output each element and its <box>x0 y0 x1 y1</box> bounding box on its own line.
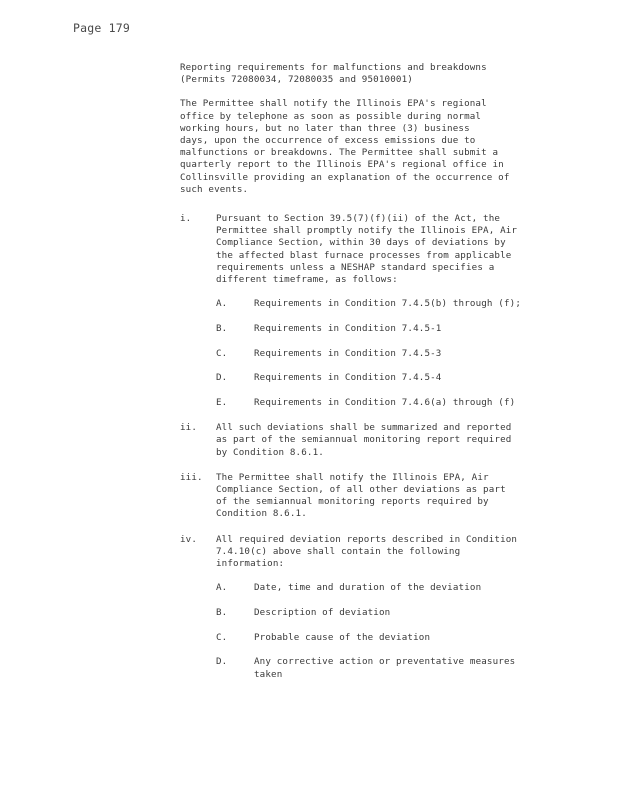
item-body <box>216 472 540 521</box>
heading-line: Reporting requirements for malfunctions and breakdowns <box>180 62 487 73</box>
paragraph-line: such events. <box>180 183 249 195</box>
item-line: Condition 8.6.1. <box>216 508 307 520</box>
sub-item-letter: A. <box>216 582 228 594</box>
sub-list <box>216 298 540 409</box>
item-line: The Permittee shall notify the Illinois EPA, Air <box>216 471 489 483</box>
sub-item-line: Date, time and duration of the deviation <box>254 582 482 594</box>
list-item-iv <box>180 534 540 681</box>
page-number: Page 179 <box>73 21 130 35</box>
paragraph-line: office by telephone as soon as possible during normal <box>180 110 482 122</box>
item-line: of the semiannual monitoring reports required by <box>216 496 489 508</box>
sub-item <box>216 607 540 619</box>
item-line: different timeframe, as follows: <box>216 274 398 286</box>
sub-item-letter: A. <box>216 298 228 310</box>
sub-item <box>216 632 540 644</box>
list-item-ii <box>180 422 540 459</box>
paragraph-line: malfunctions or breakdowns. The Permittee shall submit a <box>180 147 499 159</box>
sub-item-line: Any corrective action or preventative measures <box>254 656 516 668</box>
paragraph-line: working hours, but no later than three (3) business <box>180 122 470 134</box>
paragraph-line: days, upon the occurrence of excess emissions due to <box>180 135 476 147</box>
item-number: ii. <box>180 422 198 434</box>
sub-item-text <box>254 607 540 619</box>
sub-item-line: Description of deviation <box>254 607 391 618</box>
sub-item-line: taken <box>254 668 283 680</box>
sub-item-text <box>254 323 540 335</box>
sub-item <box>216 656 540 680</box>
sub-item-letter: B. <box>216 322 228 334</box>
item-line: Compliance Section, of all other deviations as part <box>216 484 506 496</box>
sub-item-letter: D. <box>216 656 228 668</box>
item-line: the affected blast furnace processes from applicable <box>216 249 512 261</box>
sub-item-line: Requirements in Condition 7.4.5-4 <box>254 372 442 384</box>
document-body <box>180 62 540 694</box>
sub-item-line: Probable cause of the deviation <box>254 631 431 643</box>
item-number: i. <box>180 213 192 225</box>
section-heading <box>180 62 540 86</box>
sub-item <box>216 298 540 310</box>
sub-item-text <box>254 656 540 680</box>
item-line: requirements unless a NESHAP standard specifies a <box>216 261 495 273</box>
item-body <box>216 213 540 409</box>
sub-list <box>216 582 540 681</box>
sub-item <box>216 323 540 335</box>
sub-item-line: Requirements in Condition 7.4.5-3 <box>254 347 442 359</box>
sub-item <box>216 372 540 384</box>
item-line: by Condition 8.6.1. <box>216 446 324 458</box>
sub-item-letter: B. <box>216 607 228 618</box>
item-line: 7.4.10(c) above shall contain the following <box>216 545 461 557</box>
item-line: information: <box>216 558 285 570</box>
sub-item-text <box>254 348 540 360</box>
paragraph-line: Collinsville providing an explanation of the occurrence of <box>180 171 510 183</box>
item-number: iii. <box>180 471 203 483</box>
sub-item <box>216 397 540 409</box>
item-number: iv. <box>180 533 198 545</box>
item-body <box>216 534 540 681</box>
sub-item <box>216 348 540 360</box>
sub-item-line: Requirements in Condition 7.4.5-1 <box>254 322 442 334</box>
list-item-iii <box>180 472 540 521</box>
heading-line: (Permits 72080034, 72080035 and 95010001) <box>180 74 413 86</box>
item-line: as part of the semiannual monitoring report required <box>216 434 512 446</box>
sub-item <box>216 582 540 594</box>
item-line: Permittee shall promptly notify the Illinois EPA, Air <box>216 225 518 237</box>
paragraph-line: The Permittee shall notify the Illinois EPA's regional <box>180 98 487 110</box>
item-line: All required deviation reports described in Condition <box>216 533 518 545</box>
sub-item-text <box>254 298 540 310</box>
sub-item-letter: E. <box>216 397 228 409</box>
sub-item-line: Requirements in Condition 7.4.6(a) through (f) <box>254 397 516 409</box>
item-line: Pursuant to Section 39.5(7)(f)(ii) of the Act, the <box>216 213 501 225</box>
sub-item-text <box>254 582 540 594</box>
item-line: Compliance Section, within 30 days of deviations by <box>216 237 506 249</box>
sub-item-letter: C. <box>216 631 228 643</box>
paragraph-line: quarterly report to the Illinois EPA's regional office in <box>180 159 504 171</box>
sub-item-text <box>254 632 540 644</box>
intro-paragraph <box>180 98 540 196</box>
sub-item-line: Requirements in Condition 7.4.5(b) through (f); <box>254 298 522 310</box>
sub-item-letter: D. <box>216 372 228 384</box>
item-line: All such deviations shall be summarized and reported <box>216 422 512 434</box>
item-body <box>216 422 540 459</box>
sub-item-text <box>254 397 540 409</box>
list-item-i <box>180 213 540 409</box>
sub-item-letter: C. <box>216 347 228 359</box>
sub-item-text <box>254 372 540 384</box>
